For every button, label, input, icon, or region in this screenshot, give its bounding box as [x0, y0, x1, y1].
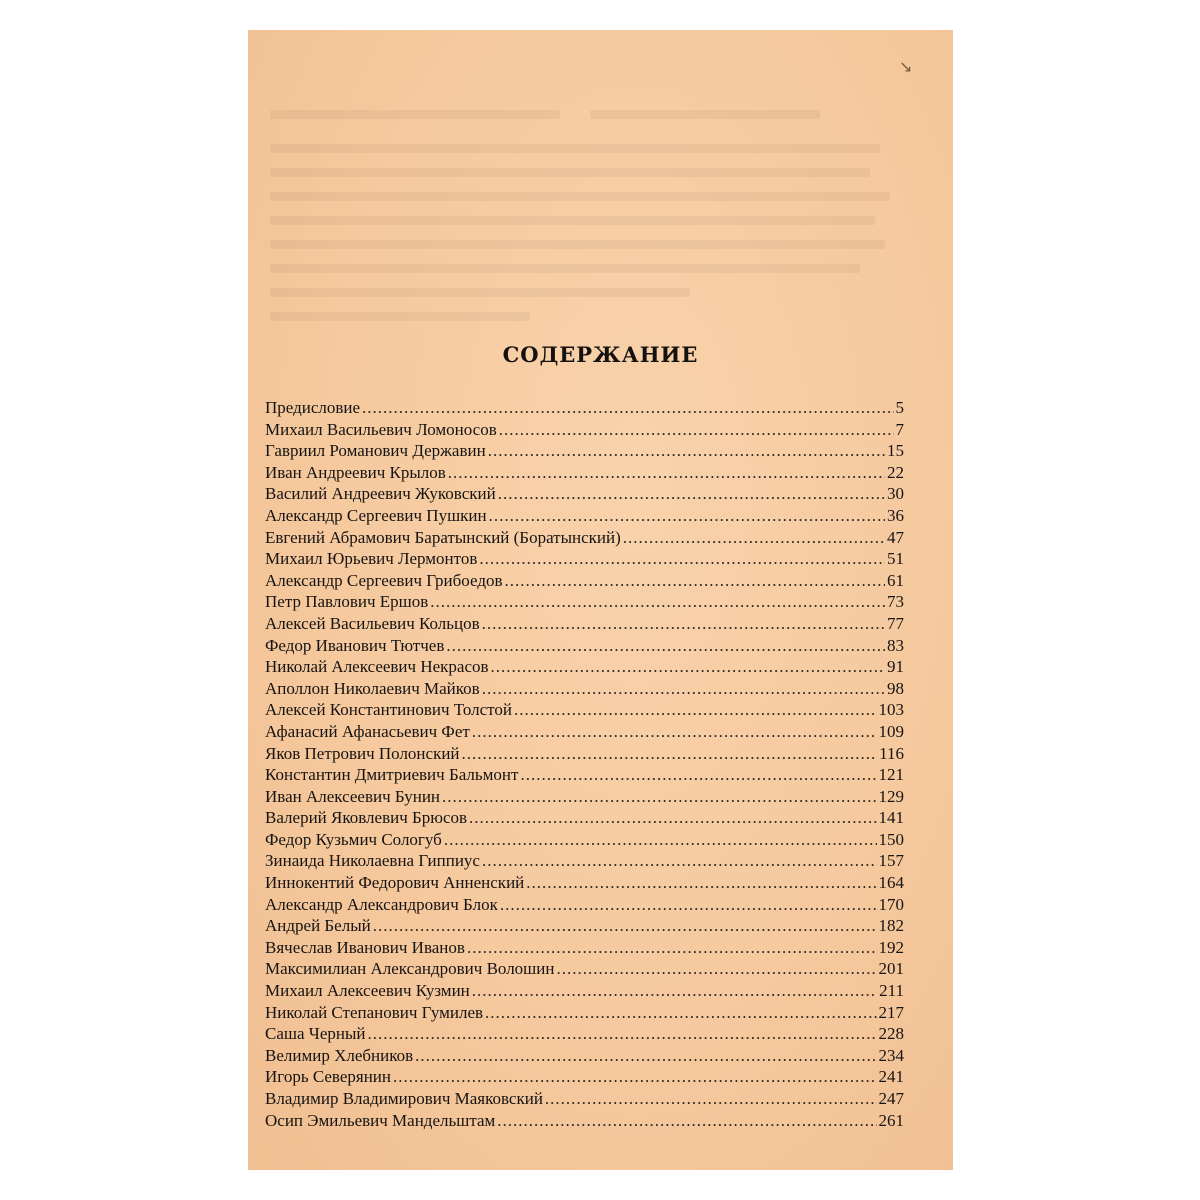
toc-entry-page: 77 [887, 613, 904, 633]
toc-leader-dots [479, 549, 885, 569]
toc-leader-dots [482, 679, 885, 699]
toc-entry-page: 5 [895, 398, 904, 417]
toc-leader-dots [467, 938, 877, 958]
toc-entry-page: 234 [878, 1045, 904, 1065]
toc-entry [265, 959, 904, 981]
toc-entry-name: Предисловие [265, 398, 361, 417]
toc-leader-dots [491, 657, 885, 677]
toc-entry-page: 109 [878, 721, 904, 741]
toc-entry [265, 463, 904, 485]
toc-entry-page: 129 [878, 786, 904, 806]
toc-entry [265, 528, 904, 550]
toc-entry [265, 592, 904, 614]
toc-entry [265, 398, 904, 420]
toc-entry-name: Владимир Владимирович Маяковский [265, 1089, 543, 1108]
toc-entry [265, 1003, 904, 1025]
toc-entry-page: 91 [887, 657, 904, 677]
toc-entry-name: Константин Дмитриевич Бальмонт [265, 765, 519, 785]
toc-entry-page: 170 [878, 894, 904, 914]
corner-mark-icon: ↘ [899, 57, 913, 76]
toc-entry-name: Зинаида Николаевна Гиппиус [265, 851, 480, 871]
toc-title: СОДЕРЖАНИЕ [502, 342, 699, 367]
bleed-through-text [270, 110, 910, 330]
toc-entry-page: 141 [878, 808, 904, 828]
toc-entry [265, 1024, 904, 1046]
toc-leader-dots [505, 571, 885, 591]
toc-entry-page: 15 [887, 441, 904, 461]
toc-entry-name: Василий Андреевич Жуковский [265, 484, 496, 504]
toc-entry-page: 36 [887, 505, 904, 525]
toc-entry [265, 873, 904, 895]
toc-leader-dots [430, 592, 885, 612]
toc-leader-dots [498, 484, 885, 504]
toc-entry-name: Саша Черный [265, 1024, 366, 1044]
toc-entry [265, 679, 904, 701]
toc-entry-page: 22 [887, 462, 904, 482]
toc-entry-name: Александр Сергеевич Грибоедов [265, 570, 503, 590]
toc-entry-page: 201 [878, 959, 904, 979]
toc-leader-dots [442, 787, 876, 807]
toc-leader-dots [623, 528, 885, 548]
toc-entry-page: 98 [887, 678, 904, 698]
toc-entry-name: Иван Алексеевич Бунин [265, 786, 441, 806]
toc-entry-page: 116 [879, 743, 904, 763]
toc-entry-name: Валерий Яковлевич Брюсов [265, 808, 468, 828]
toc-entry [265, 484, 904, 506]
toc-entry-page: 30 [887, 484, 904, 504]
toc-entry [265, 700, 904, 722]
toc-entry-name: Алексей Васильевич Кольцов [265, 613, 480, 633]
toc-entry-name: Федор Кузьмич Сологуб [265, 829, 442, 849]
toc-entry-page: 121 [878, 765, 904, 785]
toc-entry-page: 164 [878, 873, 904, 893]
toc-entry-name: Михаил Юрьевич Лермонтов [265, 549, 478, 569]
toc-entry-page: 247 [878, 1089, 904, 1108]
book-page [248, 30, 953, 1170]
toc-entry [265, 744, 904, 766]
toc-entry [265, 420, 904, 442]
toc-entry [265, 938, 904, 960]
toc-leader-dots [469, 808, 876, 828]
toc-entry-name: Иннокентий Федорович Анненский [265, 873, 525, 893]
toc-leader-dots [393, 1067, 876, 1087]
toc-leader-dots [367, 1024, 876, 1044]
toc-leader-dots [545, 1089, 877, 1109]
toc-entry-name: Яков Петрович Полонский [265, 743, 460, 763]
toc-entry-page: 51 [887, 549, 904, 569]
toc-entry-name: Аполлон Николаевич Майков [265, 678, 480, 698]
toc-entry-name: Александр Александрович Блок [265, 894, 498, 914]
toc-entry-page: 61 [887, 570, 904, 590]
toc-leader-dots [485, 1003, 876, 1023]
toc-entry-page: 83 [887, 635, 904, 655]
toc-leader-dots [514, 700, 877, 720]
toc-leader-dots [500, 895, 877, 915]
toc-entry [265, 1046, 904, 1068]
toc-entry-name: Михаил Васильевич Ломоносов [265, 419, 497, 439]
toc-entry-page: 103 [878, 700, 904, 720]
toc-entry [265, 830, 904, 852]
toc-entry-page: 47 [887, 527, 904, 547]
toc-entry [265, 571, 904, 593]
toc-leader-dots [448, 463, 885, 483]
toc-entry [265, 1067, 904, 1089]
toc-entry-name: Гавриил Романович Державин [265, 441, 486, 461]
toc-entry-name: Осип Эмильевич Мандельштам [265, 1110, 496, 1130]
toc-entry-name: Андрей Белый [265, 916, 371, 936]
toc-leader-dots [362, 398, 893, 418]
toc-entry-page: 7 [895, 419, 904, 439]
toc-leader-dots [472, 722, 877, 742]
toc-entry [265, 1089, 904, 1111]
toc-entry-page: 73 [887, 592, 904, 612]
toc-leader-dots [446, 636, 885, 656]
toc-leader-dots [499, 420, 894, 440]
toc-entry-page: 241 [878, 1067, 904, 1087]
toc-entry [265, 851, 904, 873]
toc-leader-dots [488, 441, 885, 461]
toc-entry-name: Михаил Алексеевич Кузмин [265, 981, 470, 1001]
toc-entry [265, 657, 904, 679]
toc-entry-name: Вячеслав Иванович Иванов [265, 937, 465, 957]
toc-entry-page: 192 [878, 937, 904, 957]
toc-leader-dots [482, 614, 885, 634]
toc-leader-dots [373, 916, 877, 936]
toc-entry [265, 549, 904, 571]
toc-entry-page: 217 [878, 1002, 904, 1022]
toc-entry [265, 722, 904, 744]
toc-entry-page: 261 [878, 1110, 904, 1130]
toc-leader-dots [415, 1046, 876, 1066]
toc-entry [265, 765, 904, 787]
toc-entry [265, 895, 904, 917]
toc-entry-page: 211 [879, 981, 904, 1001]
toc-leader-dots [520, 765, 876, 785]
toc-entry-name: Петр Павлович Ершов [265, 592, 429, 612]
toc-entry-name: Евгений Абрамович Баратынский (Боратынский) [265, 527, 621, 547]
toc-entry-name: Максимилиан Александрович Волошин [265, 959, 555, 979]
toc-entry [265, 506, 904, 528]
toc-leader-dots [489, 506, 885, 526]
toc-entry [265, 808, 904, 830]
toc-entry-name: Игорь Северянин [265, 1067, 392, 1087]
toc-entry [265, 636, 904, 658]
toc-entry-name: Николай Степанович Гумилев [265, 1002, 484, 1022]
toc-leader-dots [444, 830, 877, 850]
toc-entry-name: Алексей Константинович Толстой [265, 700, 512, 720]
toc-entry-name: Велимир Хлебников [265, 1045, 414, 1065]
toc-leader-dots [472, 981, 877, 1001]
toc-entry [265, 1111, 904, 1133]
toc-leader-dots [526, 873, 876, 893]
toc-entry-name: Александр Сергеевич Пушкин [265, 505, 487, 525]
toc-entry [265, 916, 904, 938]
toc-entry [265, 614, 904, 636]
toc-entry-name: Афанасий Афанасьевич Фет [265, 721, 470, 741]
toc-entry-page: 157 [878, 851, 904, 871]
toc-entry-page: 182 [878, 916, 904, 936]
toc-leader-dots [556, 959, 876, 979]
toc-entry [265, 981, 904, 1003]
table-of-contents [265, 398, 904, 1132]
toc-entry-name: Федор Иванович Тютчев [265, 635, 445, 655]
toc-leader-dots [497, 1111, 876, 1131]
toc-leader-dots [482, 851, 877, 871]
toc-entry-name: Николай Алексеевич Некрасов [265, 657, 489, 677]
toc-entry-name: Иван Андреевич Крылов [265, 462, 446, 482]
toc-entry-page: 228 [878, 1024, 904, 1044]
toc-entry-page: 150 [878, 829, 904, 849]
toc-leader-dots [462, 744, 878, 764]
toc-entry [265, 787, 904, 809]
toc-entry [265, 441, 904, 463]
